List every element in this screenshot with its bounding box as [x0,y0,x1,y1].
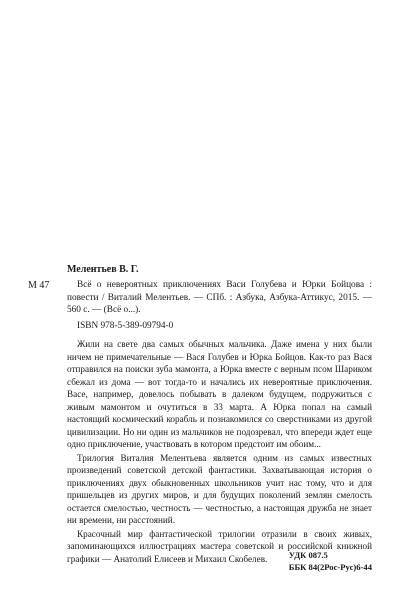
annotation-paragraph: Красочный мир фантастической трилогии отразили в своих живых, запоминающихся иллюстрациях мастера советской и российской книжной графики — Анатолий Елисеев и Михаил Скобелев. [67,528,372,564]
annotation-paragraph: Жили на свете два самых обычных мальчика. Даже имена у них были ничем не примечательные — Вася Голубев и Юрка Бойцов. Как-то раз Вася отправился на поиски зуба мамонта, а Юрка вместе с верным псом Шариком сбежал из дома — вот тогда-то и начались их невероятные приключения. Васе, например, довелось побывать в далеком будущем, подружиться с живым мамонтом и очутиться в 33 марта. А Юрка попал на самый настоящий космический корабль и познакомился со сверстниками из другой цивилизации. Но ни один из мальчиков не подозревал, что впереди ждет еще одно приключение, участвовать в котором предстоит им обоим... [67,339,372,450]
isbn: ISBN 978-5-389-09794-0 [77,320,174,331]
catalog-number: М 47 [28,280,50,291]
classification-codes [289,550,372,573]
bbk-code: ББК 84(2Рос-Рус)6-44 [288,561,372,572]
author-heading: Мелентьев В. Г. [67,264,139,275]
udc-code: УДК 087.5 [288,550,328,560]
bibliographic-description: Всё о невероятных приключениях Васи Голубева и Юрки Бойцова : повести / Виталий Мелентьев. — СПб. : Азбука, Азбука-Аттикус, 2015. — 560 с. — (Всё о...). [67,280,372,316]
catalog-card [67,263,372,566]
annotation-paragraph: Трилогия Виталия Мелентьева является одним из самых известных произведений советской детской фантастики. Захватывающая история о приключениях двух обыкновенных школьников учит нас тому, что и для пришельцев из других миров, и для будущих поколений землян смелость остается смелостью, честность — честностью, а настоящая дружба не знает ни времени, ни расстояний. [67,452,372,526]
